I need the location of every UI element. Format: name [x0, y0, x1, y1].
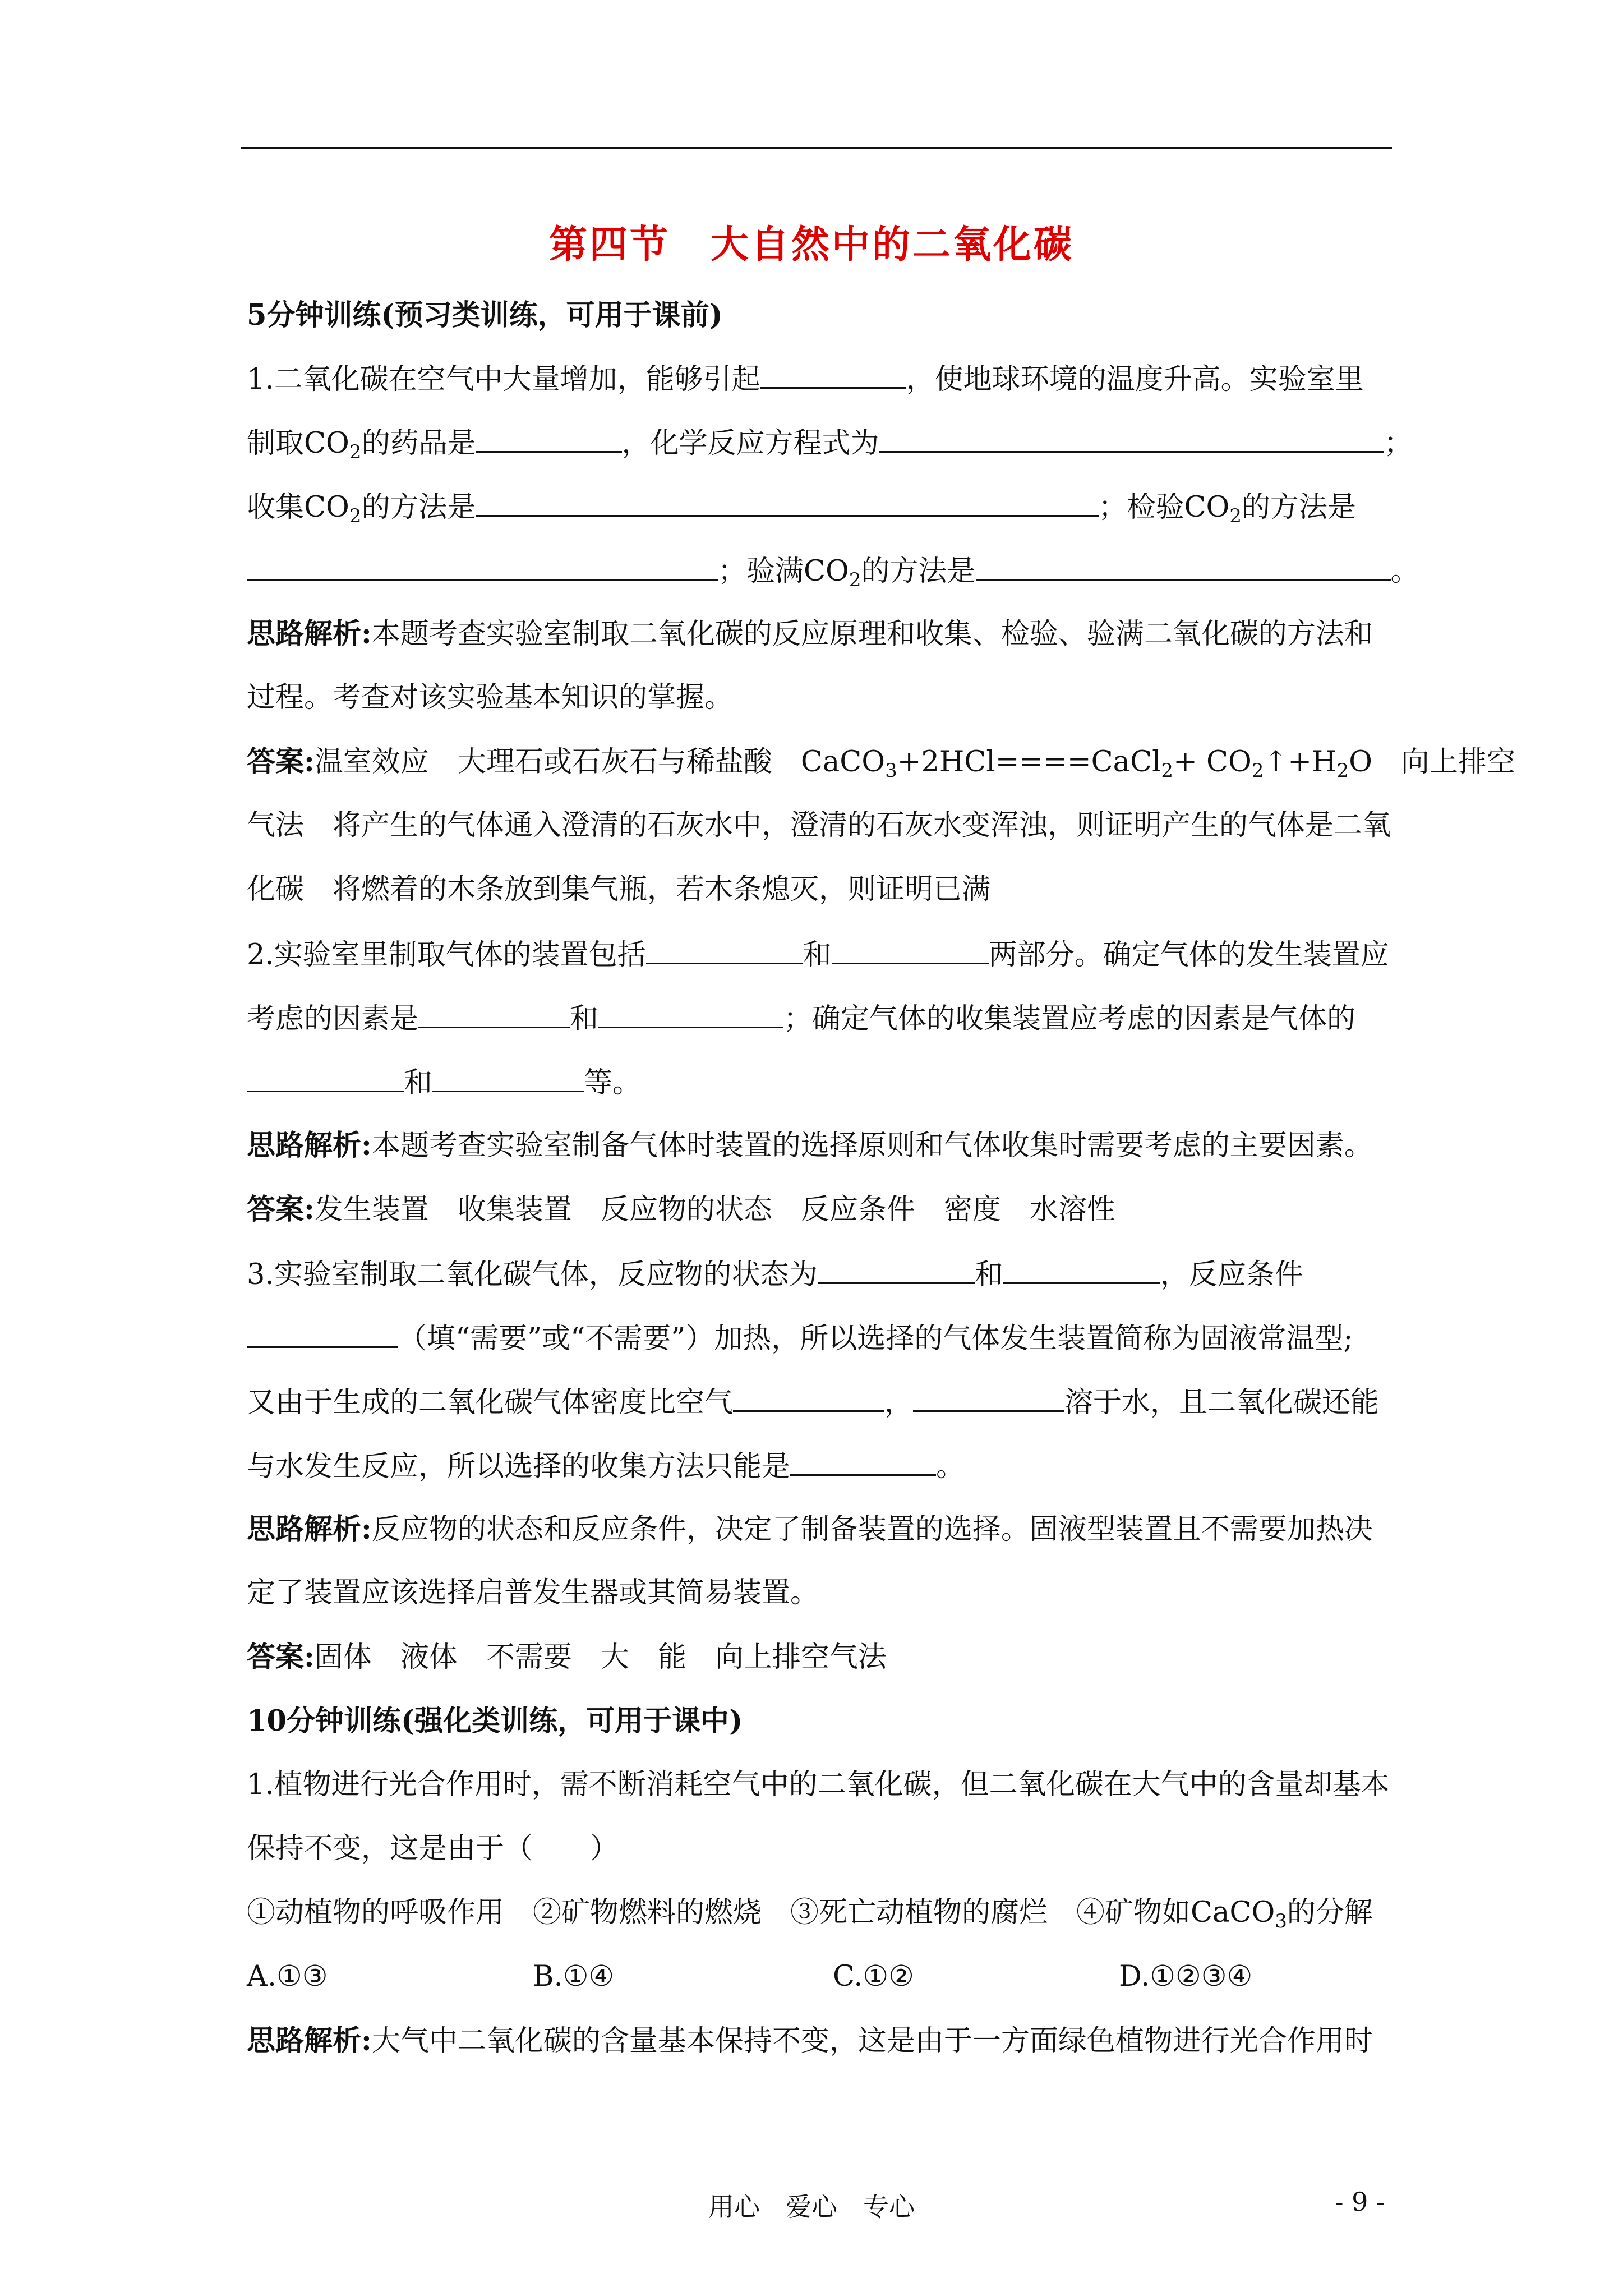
answer-blank[interactable] — [760, 360, 906, 389]
answer-blank[interactable] — [818, 1255, 975, 1284]
q1-explanation-line-1: 思路解析:本题考查实验室制取二氧化碳的反应原理和收集、检验、验满二氧化碳的方法和 — [247, 617, 1373, 651]
answer-blank[interactable] — [1003, 1255, 1160, 1284]
answer-blank[interactable] — [247, 552, 718, 581]
q3-explanation-line-2: 定了装置应该选择启普发生器或其简易装置。 — [247, 1576, 819, 1609]
answer-blank[interactable] — [476, 424, 622, 453]
header-rule — [241, 147, 1392, 149]
answer-blank[interactable] — [646, 936, 803, 964]
q2-line-2: 考虑的因素是 和 ；确定气体的收集装置应考虑的因素是气体的 — [247, 1000, 1355, 1037]
q1-line-2: 制取$CO_2$的药品是 ，化学反应方程式为 ； — [247, 424, 1413, 462]
q4-line-1: 1.植物进行光合作用时，需不断消耗空气中的二氧化碳，但二氧化碳在大气中的含量却基本 — [247, 1768, 1390, 1801]
q4-explanation: 思路解析:大气中二氧化碳的含量基本保持不变，这是由于一方面绿色植物进行光合作用时 — [247, 2024, 1373, 2058]
q3-line-1: 3.实验室制取二氧化碳气体，反应物的状态为 和 ，反应条件 — [247, 1255, 1303, 1293]
q1-answer-line-1: 答案:温室效应 大理石或石灰石与稀盐酸 CaCO$_3$+2HCl====CaCl$_2$+ $CO_2↑+H_2O$ 向上排空 — [247, 745, 1515, 782]
q4-option-a[interactable]: A.①③ — [247, 1960, 328, 1993]
answer-blank[interactable] — [418, 1000, 570, 1028]
q4-items: ①动植物的呼吸作用 ②矿物燃料的燃烧 ③死亡动植物的腐烂 ④矿物如CaCO$_3$的分解 — [247, 1896, 1373, 1932]
q2-line-1: 2.实验室里制取气体的装置包括 和 两部分。确定气体的发生装置应 — [247, 936, 1389, 973]
answer-blank[interactable] — [247, 1064, 404, 1092]
q3-explanation-line-1: 思路解析:反应物的状态和反应条件，决定了制备装置的选择。固液型装置且不需要加热决 — [247, 1512, 1373, 1546]
q1-answer-line-2: 气法 将产生的气体通入澄清的石灰水中，澄清的石灰水变浑浊，则证明产生的气体是二氧 — [247, 809, 1391, 842]
q3-line-4: 与水发生反应，所以选择的收集方法只能是 。 — [247, 1447, 965, 1485]
training-heading-5min: 5分钟训练(预习类训练，可用于课前) — [247, 298, 723, 332]
q1-answer-line-3: 化碳 将燃着的木条放到集气瓶，若木条熄灭，则证明已满 — [247, 873, 991, 906]
answer-blank[interactable] — [879, 424, 1384, 453]
answer-blank[interactable] — [733, 1383, 884, 1412]
q3-answer: 答案:固体 液体 不需要 大 能 向上排空气法 — [247, 1640, 887, 1674]
answer-blank[interactable] — [476, 488, 1099, 517]
q4-option-b[interactable]: B.①④ — [533, 1960, 615, 1993]
answer-blank[interactable] — [598, 1000, 783, 1028]
answer-blank[interactable] — [432, 1064, 584, 1092]
q4-option-d[interactable]: D.①②③④ — [1119, 1960, 1253, 1993]
answer-blank[interactable] — [913, 1383, 1064, 1412]
footer-motto: 用心 爱心 专心 — [708, 2192, 915, 2222]
answer-blank[interactable] — [790, 1447, 936, 1476]
q1-line-1: 1.二氧化碳在空气中大量增加，能够引起 ，使地球环境的温度升高。实验室里 — [247, 360, 1364, 398]
training-heading-10min: 10分钟训练(强化类训练，可用于课中) — [247, 1704, 743, 1738]
q2-line-3: 和 等。 — [247, 1064, 641, 1101]
answer-blank[interactable] — [976, 552, 1391, 581]
q3-line-2: （填“需要”或“不需要”）加热，所以选择的气体发生装置简称为固液常温型; — [247, 1319, 1353, 1357]
q1-line-3: 收集$CO_2$的方法是 ；检验$CO_2$的方法是 — [247, 488, 1356, 526]
answer-blank[interactable] — [832, 936, 989, 964]
q1-explanation-line-2: 过程。考查对该实验基本知识的掌握。 — [247, 681, 734, 714]
q2-answer: 答案:发生装置 收集装置 反应物的状态 反应条件 密度 水溶性 — [247, 1193, 1115, 1226]
page-number: - 9 - — [1335, 2187, 1385, 2217]
answer-blank[interactable] — [247, 1319, 398, 1348]
q2-explanation: 思路解析:本题考查实验室制备气体时装置的选择原则和气体收集时需要考虑的主要因素。 — [247, 1129, 1373, 1162]
q4-option-c[interactable]: C.①② — [833, 1960, 914, 1993]
q1-line-4: ；验满$CO_2$的方法是 。 — [247, 552, 1419, 590]
section-title: 第四节 大自然中的二氧化碳 — [548, 222, 1074, 267]
q3-line-3: 又由于生成的二氧化碳气体密度比空气 ， 溶于水，且二氧化碳还能 — [247, 1383, 1379, 1421]
q4-line-2: 保持不变，这是由于（ ） — [247, 1832, 619, 1865]
